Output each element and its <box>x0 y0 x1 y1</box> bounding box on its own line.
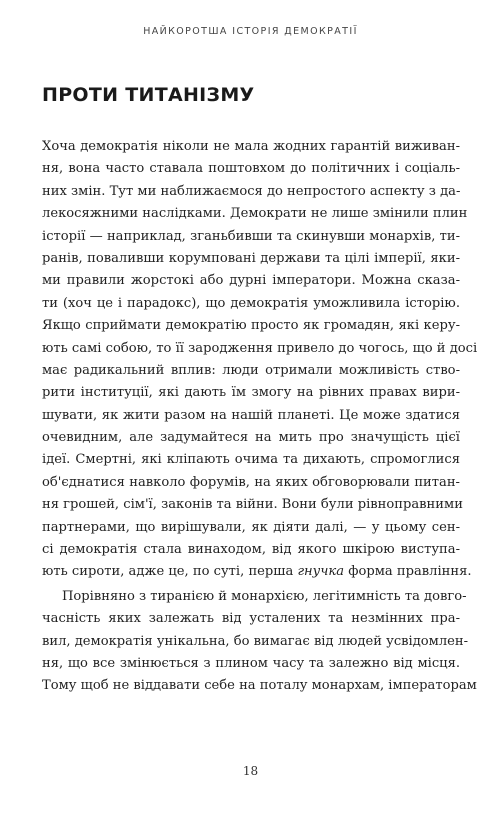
text-line: партнерами, що вирішували, як діяти далі, — у цьому сен- <box>42 519 460 535</box>
text-fragment: форма правління. <box>344 564 472 580</box>
paragraph-2 <box>42 586 477 698</box>
text-line: Якщо сприймати демократію просто як громадян, які керу- <box>42 318 460 334</box>
text-line: ня, що все змінюється з плином часу та залежно від місця. <box>42 655 460 671</box>
paragraph-1 <box>42 136 478 584</box>
page-number: 18 <box>242 764 259 778</box>
text-line: ня грошей, сім'ї, законів та війни. Вони були рівноправними <box>42 497 463 513</box>
text-line: Порівняно з тиранією й монархією, легітимність та довго- <box>62 588 467 604</box>
text-line: очевидним, але задумайтеся на мить про значущість цієї <box>42 430 460 446</box>
text-line <box>42 561 472 583</box>
text-line: рити інституції, які дають їм змогу на рівних правах вири- <box>42 385 460 401</box>
text-line: ти (хоч це і парадокс), що демократія уможливила історію. <box>42 295 460 311</box>
text-line: лекосяжними наслідками. Демократи не лише змінили плин <box>42 206 468 222</box>
text-line: ня, вона часто ставала поштовхом до політичних і соціаль- <box>42 161 460 177</box>
text-line: часність яких залежать від усталених та незмінних пра- <box>42 611 460 627</box>
text-line: історії — наприклад, зганьбивши та скинувши монархів, ти- <box>42 228 460 244</box>
text-line: має радикальний вплив: люди отримали можливість ство- <box>42 362 460 378</box>
text-line: Хоча демократія ніколи не мала жодних гарантій виживан- <box>42 139 460 154</box>
text-line: Тому щоб не віддавати себе на поталу монархам, імператорам <box>42 678 477 694</box>
text-line: ранів, поваливши корумповані держави та цілі імперії, яки- <box>42 250 460 266</box>
text-line: ми правили жорстокі або дурні імператори. Можна сказа- <box>42 273 460 289</box>
text-fragment: ють сироти, адже це, по суті, перша <box>42 564 298 580</box>
italic-emphasis: гнучка <box>297 564 345 580</box>
text-line: них змін. Тут ми наближаємося до непростого аспекту з да- <box>42 183 461 199</box>
chapter-title: ПРОТИ ТИТАНІЗМУ <box>42 84 255 106</box>
body-text <box>42 136 478 698</box>
text-line: вил, демократія унікальна, бо вимагає від людей усвідомлен- <box>42 633 469 649</box>
text-line: шувати, як жити разом на нашій планеті. Це може здатися <box>42 407 460 423</box>
text-line: ідеї. Смертні, які кліпають очима та дихають, спромоглися <box>42 452 460 468</box>
text-line: сі демократія стала винаходом, від якого шкірою виступа- <box>42 542 460 558</box>
text-line: об'єднатися навколо форумів, на яких обговорювали питан- <box>42 474 460 490</box>
text-line: ють самі собою, то її зародження привело до чогось, що й досі <box>42 340 478 356</box>
running-head: НАЙКОРОТША ІСТОРІЯ ДЕМОКРАТІЇ <box>143 26 358 37</box>
